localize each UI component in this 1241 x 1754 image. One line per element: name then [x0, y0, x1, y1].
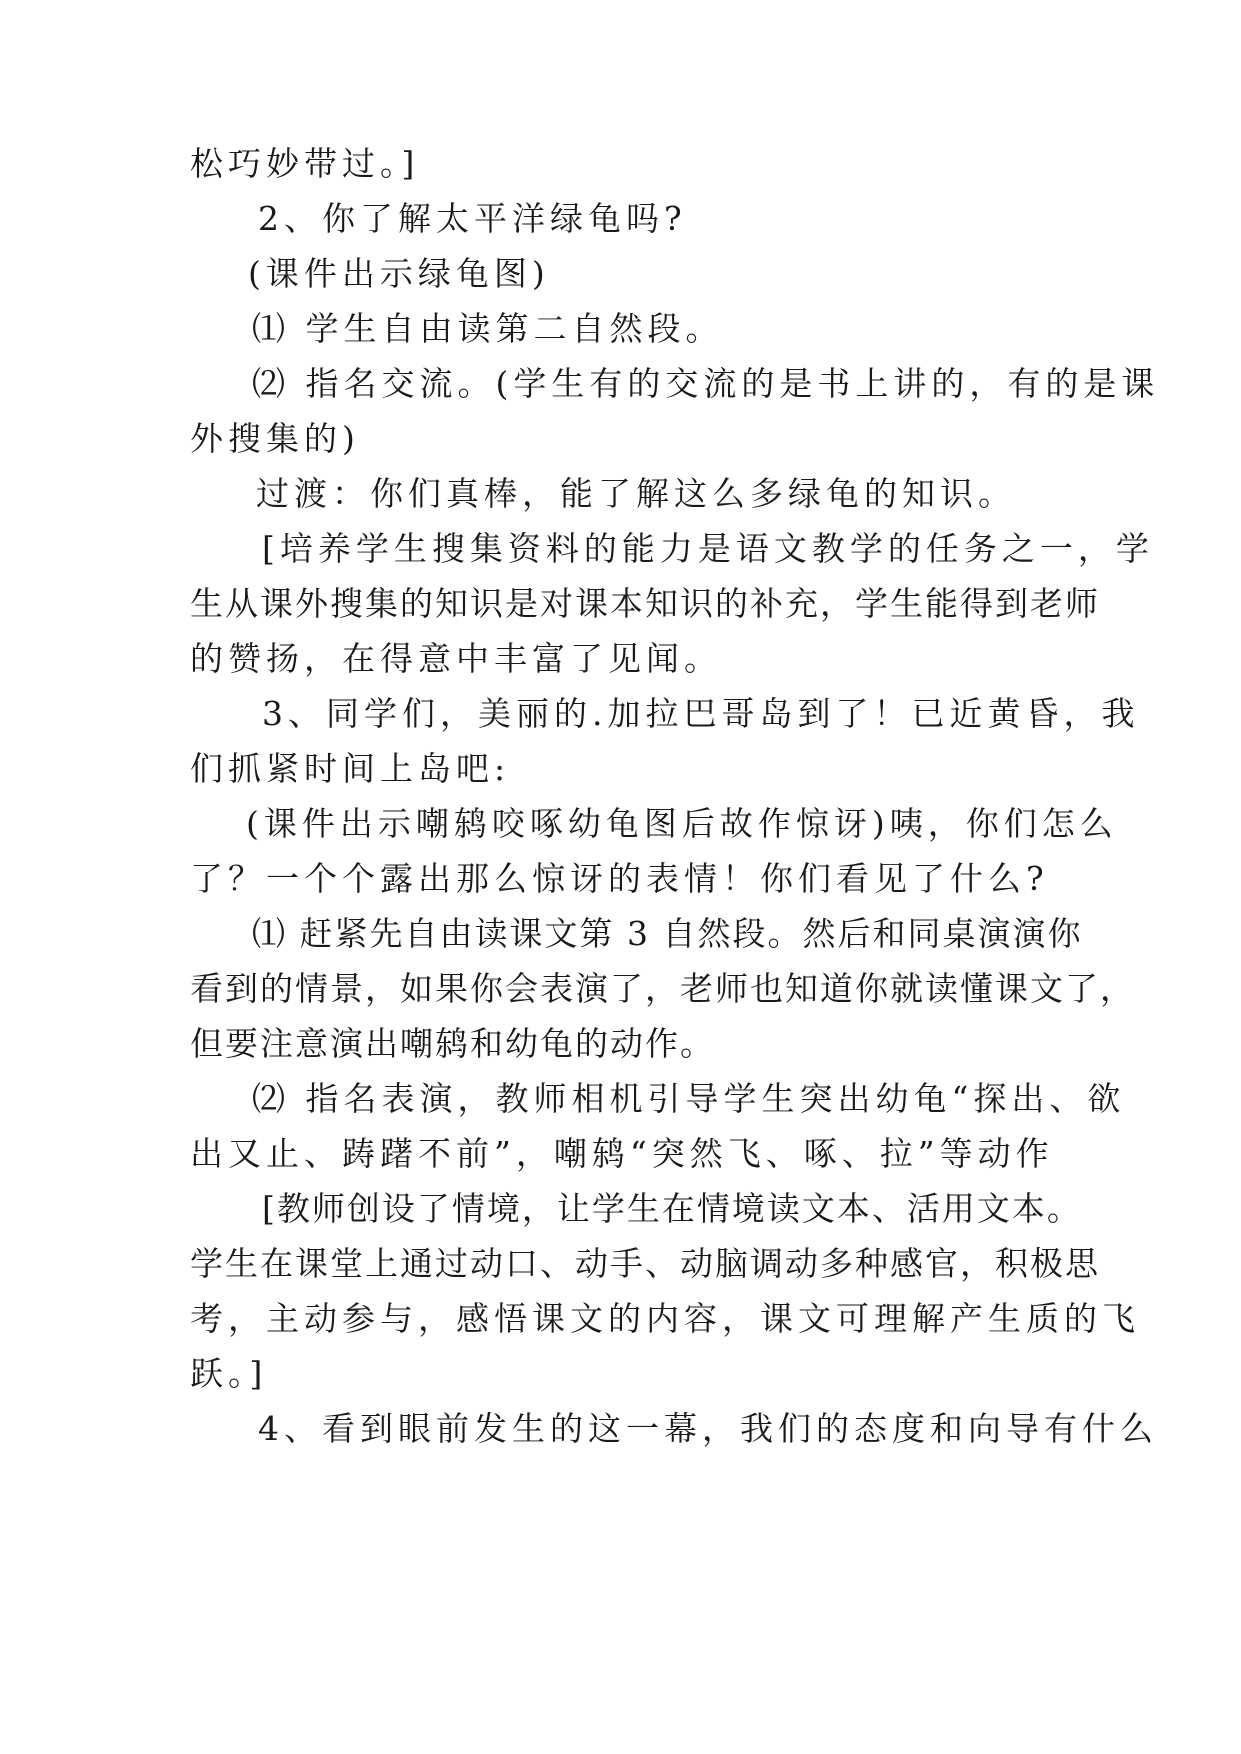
text-line: (课件出示绿龟图) — [248, 254, 550, 293]
text-line: [教师创设了情境，让学生在情境读文本、活用文本。 — [262, 1189, 1082, 1228]
text-line: 过渡：你们真棒，能了解这么多绿龟的知识。 — [256, 474, 1016, 513]
text-line: ⑵ 指名交流。(学生有的交流的是书上讲的，有的是课 — [252, 364, 1160, 403]
text-line: ⑴ 学生自由读第二自然段。 — [252, 309, 724, 348]
text-line: 了？一个个露出那么惊讶的表情！你们看见了什么? — [190, 859, 1049, 898]
text-line: 生从课外搜集的知识是对课本知识的补充，学生能得到老师 — [190, 584, 1100, 623]
text-line: ⑴ 赶紧先自由读课文第 3 自然段。然后和同桌演演你 — [252, 914, 1083, 953]
text-line: [培养学生搜集资料的能力是语文教学的任务之一，学 — [262, 529, 1154, 568]
text-line: 松巧妙带过。] — [190, 144, 420, 183]
text-line: 3、同学们，美丽的.加拉巴哥岛到了！已近黄昏，我 — [262, 694, 1140, 733]
text-line: 考，主动参与，感悟课文的内容，课文可理解产生质的飞 — [190, 1299, 1140, 1338]
text-line: 外搜集的) — [190, 419, 360, 458]
text-line: 的赞扬，在得意中丰富了见闻。 — [190, 639, 722, 678]
text-line: 2、你了解太平洋绿龟吗? — [258, 199, 687, 238]
text-line: 们抓紧时间上岛吧: — [190, 749, 511, 788]
text-line: 但要注意演出嘲鸫和幼龟的动作。 — [190, 1024, 715, 1063]
text-line: (课件出示嘲鸫咬啄幼龟图后故作惊讶)咦，你们怎么 — [246, 804, 1118, 843]
text-line: 学生在课堂上通过动口、动手、动脑调动多种感官，积极思 — [190, 1244, 1100, 1283]
text-line: 出又止、踌躇不前”，嘲鸫“突然飞、啄、拉”等动作 — [190, 1134, 1054, 1173]
text-line: 看到的情景，如果你会表演了，老师也知道你就读懂课文了， — [190, 969, 1135, 1008]
text-line: 跃。] — [190, 1354, 268, 1393]
text-line: 4、看到眼前发生的这一幕，我们的态度和向导有什么 — [258, 1409, 1158, 1448]
text-line: ⑵ 指名表演，教师相机引导学生突出幼龟“探出、欲 — [252, 1079, 1126, 1118]
